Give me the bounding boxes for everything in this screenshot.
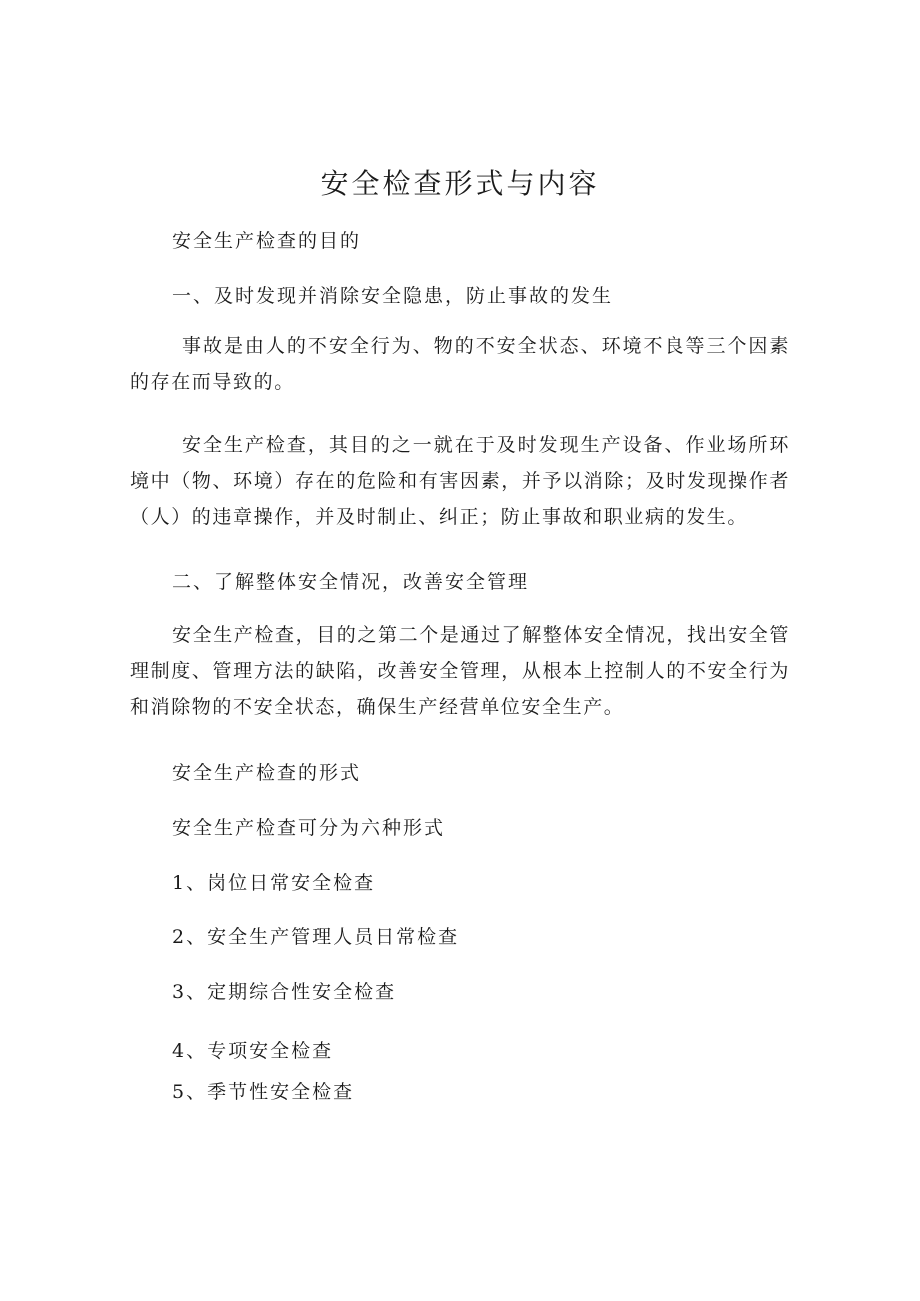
list-item: 1、岗位日常安全检查	[172, 872, 376, 894]
list-item: 5、季节性安全检查	[172, 1081, 355, 1103]
section1-paragraph-1: 事故是由人的不安全行为、物的不安全状态、环境不良等三个因素的存在而导致的。	[130, 335, 790, 393]
list-item: 2、安全生产管理人员日常检查	[172, 926, 460, 948]
purpose-heading: 安全生产检查的目的	[172, 230, 362, 252]
section2-paragraph: 安全生产检查，目的之第二个是通过了解整体安全情况，找出安全管理制度、管理方法的缺陷，改善安全管理，从根本上控制人的不安全行为和消除物的不安全状态，确保生产经营单位安全生产。	[130, 624, 791, 718]
section1-paragraph-2: 安全生产检查，其目的之一就在于及时发现生产设备、作业场所环境中（物、环境）存在的危险和有害因素，并予以消除；及时发现操作者（人）的违章操作，并及时制止、纠正；防止事故和职业病的发生。	[130, 434, 790, 528]
forms-heading: 安全生产检查的形式	[172, 762, 362, 784]
list-item: 3、定期综合性安全检查	[172, 981, 397, 1003]
forms-intro: 安全生产检查可分为六种形式	[172, 817, 446, 839]
section1-heading: 一、及时发现并消除安全隐患，防止事故的发生	[172, 285, 614, 307]
page-title: 安全检查形式与内容	[320, 167, 600, 200]
section2-heading: 二、了解整体安全情况，改善安全管理	[172, 571, 530, 593]
list-item: 4、专项安全检查	[172, 1040, 334, 1062]
